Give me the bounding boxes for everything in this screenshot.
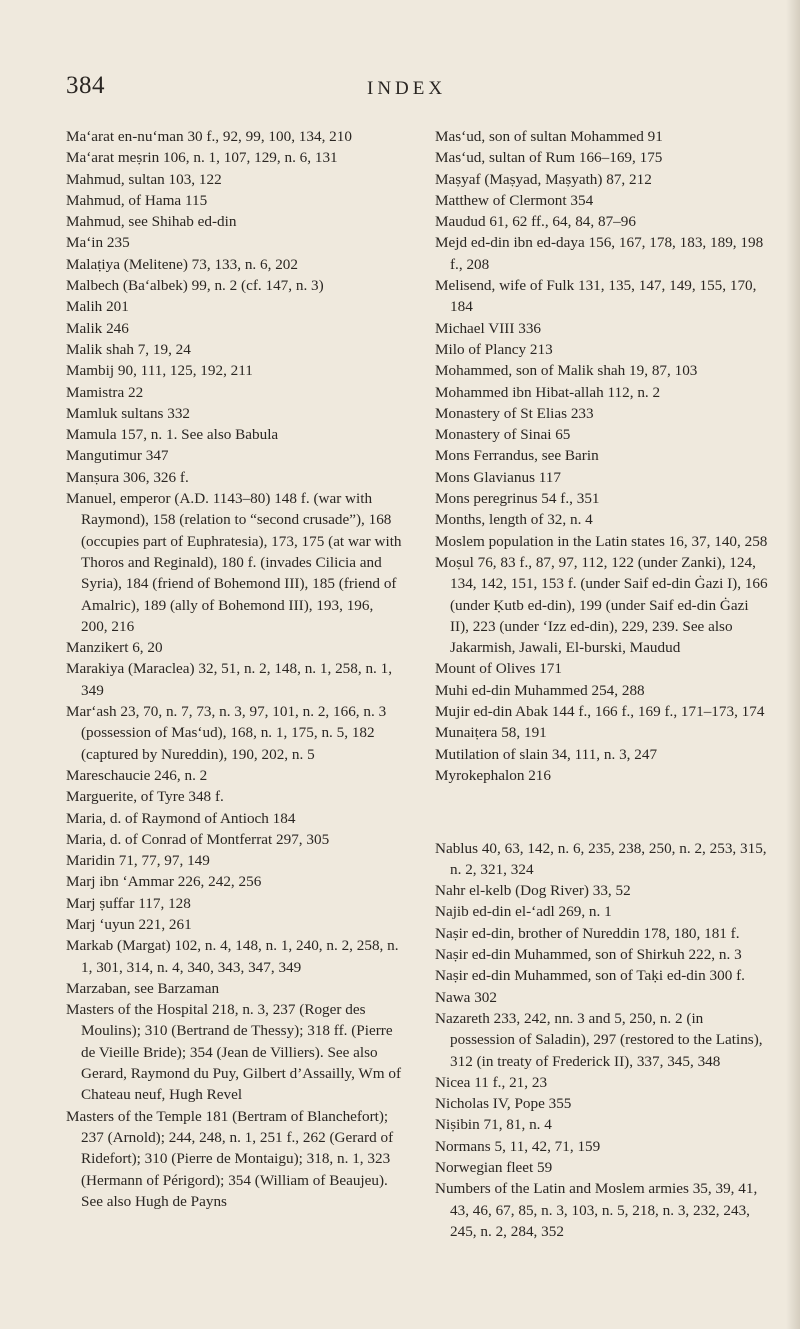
index-entry: Malik shah 7, 19, 24: [66, 340, 191, 358]
index-entry: Mamistra 22: [66, 383, 144, 401]
index-entry: Mas‘ud, sultan of Rum 166–169, 175: [435, 149, 663, 167]
index-entry: Muhi ed-din Muhammed 254, 288: [435, 681, 645, 699]
section-gap: [435, 801, 769, 822]
index-entry: Norwegian fleet 59: [435, 1159, 553, 1177]
index-entry: Manzikert 6, 20: [66, 639, 163, 657]
index-entry: Melisend, wife of Fulk 131, 135, 147, 149, 155, 170, 184: [435, 277, 757, 316]
index-entry: Monastery of Sinai 65: [435, 426, 571, 444]
index-entry: Numbers of the Latin and Moslem armies 35, 39, 41, 43, 46, 67, 85, n. 3, 103, n. 5, 218, n. 3, 232, 243, 245, n. 2, 284, 352: [435, 1180, 758, 1240]
page-number: 384: [66, 72, 105, 99]
index-entry: Malaṭiya (Melitene) 73, 133, n. 6, 202: [66, 255, 298, 273]
index-entry: Mejd ed-din ibn ed-daya 156, 167, 178, 183, 189, 198 f., 208: [435, 234, 764, 273]
index-entry: Nahr el-kelb (Dog River) 33, 52: [435, 882, 631, 900]
index-entry: Marakiya (Maraclea) 32, 51, n. 2, 148, n. 1, 258, n. 1, 349: [66, 660, 393, 699]
index-entry: Mamula 157, n. 1. See also Babula: [66, 426, 279, 444]
index-entry: Marj ‘uyun 221, 261: [66, 915, 192, 933]
index-entry: Mohammed, son of Malik shah 19, 87, 103: [435, 362, 698, 380]
index-entry: Nazareth 233, 242, nn. 3 and 5, 250, n. 2 (in possession of Saladin), 297 (restored to the Latins), 312 (in treaty of Frederick II), 337, 345, 348: [435, 1009, 763, 1070]
index-entry: Naṣir ed-din Muhammed, son of Shirkuh 222, n. 3: [435, 946, 742, 964]
index-entry: Months, length of 32, n. 4: [435, 511, 593, 529]
index-entry: Ma‘in 235: [66, 234, 130, 252]
index-entry: Maṣyaf (Maṣyad, Maṣyath) 87, 212: [435, 170, 652, 188]
page-edge-shadow: [786, 0, 800, 1329]
index-entry: Ma‘arat en-nu‘man 30 f., 92, 99, 100, 134, 210: [66, 128, 352, 145]
index-entry: Naṣir ed-din, brother of Nureddin 178, 180, 181 f.: [435, 924, 740, 942]
index-entry: Nicholas IV, Pope 355: [435, 1095, 572, 1113]
index-entry: Mambij 90, 111, 125, 192, 211: [66, 362, 253, 380]
index-entry: Masters of the Hospital 218, n. 3, 237 (Roger des Moulins); 310 (Bertrand de Thessy); 318 ff. (Pierre de Vieille Bride); 354 (Jean de Villiers). See also Gerard, Raymond du Puy, Gilbert d’Assailly, Wm of Chateau neuf, Hugh Revel: [66, 1001, 402, 1104]
index-entry: Mahmud, of Hama 115: [66, 191, 208, 209]
running-head: INDEX: [367, 78, 447, 99]
index-entry: Myrokephalon 216: [435, 766, 551, 784]
index-entry: Malik 246: [66, 319, 129, 337]
index-entry: Munaiṭera 58, 191: [435, 724, 547, 742]
index-entry: Malih 201: [66, 298, 129, 316]
index-entry: Marj ṣuffar 117, 128: [66, 894, 191, 912]
index-entry: Normans 5, 11, 42, 71, 159: [435, 1137, 601, 1155]
index-entry: Marzaban, see Barzaman: [66, 979, 220, 997]
index-entry: Markab (Margat) 102, n. 4, 148, n. 1, 240, n. 2, 258, n. 1, 301, 314, n. 4, 340, 343, 347, 349: [66, 937, 399, 976]
left-column: [66, 126, 402, 1212]
index-entry: Malbech (Ba‘albek) 99, n. 2 (cf. 147, n. 3): [66, 277, 324, 295]
index-entry: Moslem population in the Latin states 16, 37, 140, 258: [435, 532, 768, 550]
index-entry: Mangutimur 347: [66, 447, 169, 465]
index-entry: Marguerite, of Tyre 348 f.: [66, 788, 224, 806]
index-entry: Monastery of St Elias 233: [435, 404, 594, 422]
index-entry: Mamluk sultans 332: [66, 404, 191, 422]
index-entry: Maria, d. of Raymond of Antioch 184: [66, 809, 296, 827]
index-entry: Niṣibin 71, 81, n. 4: [435, 1116, 552, 1134]
index-entry: Mons Glavianus 117: [435, 468, 561, 486]
index-entry: Nicea 11 f., 21, 23: [435, 1073, 548, 1091]
index-entry: Maudud 61, 62 ff., 64, 84, 87–96: [435, 213, 636, 231]
index-entry: Nablus 40, 63, 142, n. 6, 235, 238, 250, n. 2, 253, 315, n. 2, 321, 324: [435, 839, 767, 878]
index-entry: Mas‘ud, son of sultan Mohammed 91: [435, 128, 663, 145]
index-entry: Mar‘ash 23, 70, n. 7, 73, n. 3, 97, 101, n. 2, 166, n. 3 (possession of Mas‘ud), 168, n. 1, 175, n. 5, 182 (captured by Nureddin), 190, 202, n. 5: [66, 703, 387, 763]
index-entry: Mons Ferrandus, see Barin: [435, 447, 599, 465]
index-entry: Mutilation of slain 34, 111, n. 3, 247: [435, 745, 658, 763]
index-entry: Milo of Plancy 213: [435, 340, 553, 358]
index-entry: Matthew of Clermont 354: [435, 191, 594, 209]
index-entry: Mujir ed-din Abak 144 f., 166 f., 169 f., 171–173, 174: [435, 703, 765, 721]
index-entry: Moṣul 76, 83 f., 87, 97, 112, 122 (under Zanki), 124, 134, 142, 151, 153 f. (under Saif ed-din Ġazi I), 166 (under Ḳutb ed-din), 199 (under Saif ed-din Ġazi II), 223 (under ‘Izz ed-din), 229, 239. See also Jakarmish, Jawali, El-burski, Maudud: [435, 553, 768, 657]
index-entry: Najib ed-din el-‘adl 269, n. 1: [435, 903, 612, 921]
index-entry: Mount of Olives 171: [435, 660, 562, 678]
index-entry: Mareschaucie 246, n. 2: [66, 766, 208, 784]
index-entry: Marj ibn ‘Ammar 226, 242, 256: [66, 873, 262, 891]
index-entry: Manuel, emperor (A.D. 1143–80) 148 f. (war with Raymond), 158 (relation to “second crusade”), 168 (occupies part of Euphratesia), 173, 175 (at war with Thoros and Reginald), 180 f. (invades Cilicia and Syria), 184 (friend of Bohemond III), 185 (friend of Amalric), 189 (ally of Bohemond III), 193, 196, 200, 216: [66, 490, 402, 635]
index-entry: Maria, d. of Conrad of Montferrat 297, 305: [66, 830, 330, 848]
index-entry: Mohammed ibn Hibat-allah 112, n. 2: [435, 383, 661, 401]
index-entry: Ma‘arat meṣrin 106, n. 1, 107, 129, n. 6, 131: [66, 149, 338, 167]
index-entry: Michael VIII 336: [435, 319, 542, 337]
index-entry: Mahmud, sultan 103, 122: [66, 170, 222, 188]
index-entry: Maridin 71, 77, 97, 149: [66, 852, 210, 870]
index-entry: Masters of the Temple 181 (Bertram of Blanchefort); 237 (Arnold); 244, 248, n. 1, 251 f., 262 (Gerard of Ridefort); 310 (Pierre de Montaigu); 318, n. 1, 323 (Hermann of Périgord); 354 (William of Beaujeu). See also Hugh de Payns: [66, 1107, 394, 1210]
right-column: [435, 126, 769, 1242]
index-entry: Mahmud, see Shihab ed-din: [66, 213, 237, 231]
index-entry: Manṣura 306, 326 f.: [66, 468, 189, 486]
index-entry: Nawa 302: [435, 988, 497, 1006]
index-entry: Mons peregrinus 54 f., 351: [435, 490, 600, 508]
index-entry: Naṣir ed-din Muhammed, son of Taḳi ed-din 300 f.: [435, 967, 745, 985]
